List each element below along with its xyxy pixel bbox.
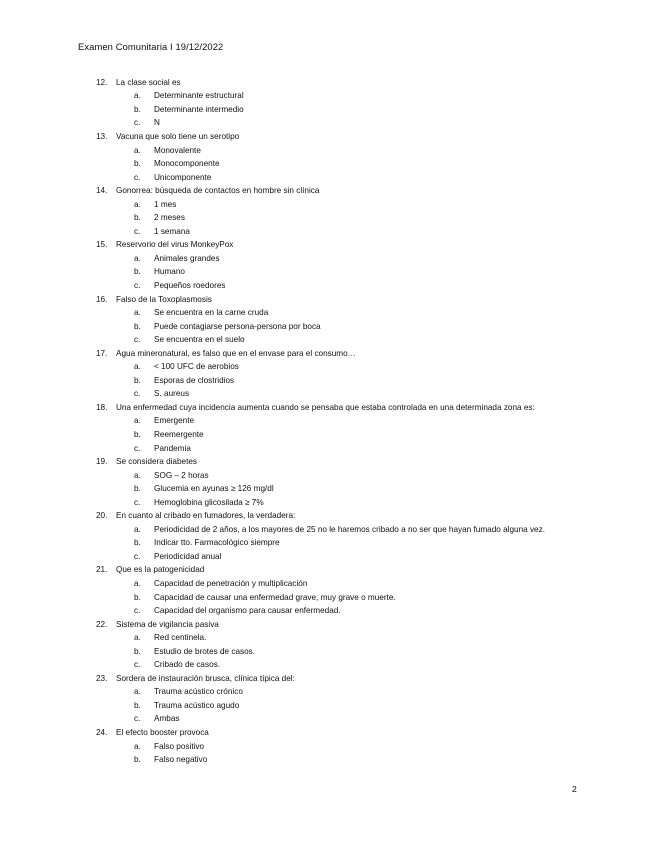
option-letter: a. (134, 524, 141, 534)
option-text: Esporas de clostridios (154, 375, 235, 385)
answer-option (96, 360, 636, 374)
question-text: El efecto booster provoca (116, 728, 209, 738)
answer-option (96, 333, 636, 347)
answer-option (96, 644, 636, 658)
option-letter: b. (134, 159, 141, 169)
answer-option (96, 739, 636, 753)
answer-option (96, 225, 636, 239)
question-number: 23. (96, 673, 108, 683)
option-text: Reemergente (154, 429, 204, 439)
option-letter: a. (134, 145, 141, 155)
option-letter: a. (134, 362, 141, 372)
option-letter: a. (134, 91, 141, 101)
option-letter: c. (134, 660, 141, 670)
option-text: 1 mes (154, 199, 177, 209)
answer-option (96, 441, 636, 455)
question-item (96, 509, 636, 523)
question-item (96, 238, 636, 252)
answer-option (96, 468, 636, 482)
question-number: 19. (96, 457, 108, 467)
option-letter: c. (134, 389, 141, 399)
option-letter: b. (134, 429, 141, 439)
question-text: Falso de la Toxoplasmosis (116, 294, 212, 304)
option-letter: a. (134, 253, 141, 263)
question-text: Sordera de instauración brusca, clínica típica del: (116, 673, 295, 683)
option-letter: b. (134, 700, 141, 710)
answer-option (96, 252, 636, 266)
option-text: Unicomponente (154, 172, 212, 182)
question-text: Sistema de vigilancia pasiva (116, 619, 219, 629)
question-item (96, 455, 636, 469)
answer-option (96, 482, 636, 496)
option-letter: c. (134, 172, 141, 182)
option-letter: b. (134, 646, 141, 656)
question-item (96, 726, 636, 740)
option-text: 1 semana (154, 226, 190, 236)
question-text: Se considera diabetes (116, 457, 198, 467)
option-letter: c. (134, 551, 141, 561)
option-letter: a. (134, 579, 141, 588)
option-letter: c. (134, 280, 141, 290)
answer-option (96, 265, 636, 279)
option-text: Monocomponente (154, 159, 220, 169)
option-text: Determinante intermedio (154, 104, 244, 114)
page-number: 2 (572, 784, 577, 794)
answer-option (96, 89, 636, 103)
question-number: 14. (96, 186, 108, 196)
answer-option (96, 699, 636, 713)
option-text: Trauma acústico agudo (154, 700, 240, 710)
option-text: Trauma acústico crónico (154, 687, 243, 697)
question-text: Reservorio del virus MonkeyPox (116, 240, 234, 250)
question-text: Agua mineronatural, es falso que en el envase para el consumo… (116, 348, 356, 358)
question-number: 12. (96, 77, 108, 87)
option-letter: a. (134, 741, 141, 751)
answer-option (96, 414, 636, 428)
answer-option (96, 577, 636, 591)
answer-option (96, 116, 636, 130)
page-header: Examen Comunitaria I 19/12/2022 (78, 41, 224, 52)
option-text: Capacidad del organismo para causar enfermedad. (154, 606, 341, 616)
answer-option (96, 428, 636, 442)
option-text: Animales grandes (154, 253, 220, 263)
option-text: Indicar tto. Farmacológico siempre (154, 538, 280, 548)
option-text: Pandemia (154, 443, 191, 453)
question-text: Que es la patogenicidad (116, 565, 205, 575)
option-letter: b. (134, 538, 141, 548)
question-item (96, 130, 636, 144)
question-number: 22. (96, 619, 108, 629)
option-letter: c. (134, 606, 141, 616)
option-text: Red centinela. (154, 633, 207, 643)
option-letter: b. (134, 104, 141, 114)
option-letter: c. (134, 497, 141, 507)
answer-option (96, 197, 636, 211)
option-text: Estudio de brotes de casos. (154, 646, 256, 656)
option-text: Determinante estructural (154, 91, 244, 101)
option-text: Se encuentra en el suelo (154, 335, 245, 345)
option-letter: c. (134, 226, 141, 236)
answer-option (96, 103, 636, 117)
option-letter: b. (134, 484, 141, 494)
answer-option (96, 753, 636, 767)
option-text: Periodicidad de 2 años, a los mayores de 25 no le haremos cribado a no ser que hayan fumado alguna vez. (154, 524, 545, 534)
option-letter: a. (134, 633, 141, 643)
option-text: S. aureus (154, 389, 190, 399)
option-letter: a. (134, 687, 141, 697)
option-letter: c. (134, 118, 141, 128)
answer-option (96, 374, 636, 388)
question-item (96, 292, 636, 306)
answer-option (96, 523, 636, 537)
question-number: 13. (96, 131, 108, 141)
question-number: 24. (96, 728, 108, 738)
option-letter: a. (134, 199, 141, 209)
option-letter: a. (134, 470, 141, 480)
answer-option (96, 550, 636, 564)
option-text: Monovalente (154, 145, 201, 155)
answer-option (96, 319, 636, 333)
question-number: 20. (96, 511, 108, 521)
question-item (96, 184, 636, 198)
option-letter: b. (134, 755, 141, 765)
question-item (96, 401, 636, 415)
answer-option (96, 495, 636, 509)
option-text: Capacidad de penetración y multiplicación (154, 579, 308, 588)
option-letter: b. (134, 213, 141, 223)
option-letter: a. (134, 308, 141, 318)
option-text: SOG – 2 horas (154, 470, 209, 480)
answer-option (96, 279, 636, 293)
option-text: Pequeños roedores (154, 280, 226, 290)
option-letter: c. (134, 335, 141, 345)
question-text: Gonorrea: búsqueda de contactos en hombre sin clínica (116, 186, 320, 196)
question-text: La clase social es (116, 77, 181, 87)
answer-option (96, 211, 636, 225)
option-text: Falso negativo (154, 755, 208, 765)
question-list (96, 76, 636, 767)
option-text: Ambas (154, 714, 180, 724)
answer-option (96, 685, 636, 699)
answer-option (96, 604, 636, 618)
question-number: 17. (96, 348, 108, 358)
option-letter: b. (134, 592, 141, 602)
option-text: Emergente (154, 416, 195, 426)
question-text: Vacuna que solo tiene un serotipo (116, 131, 240, 141)
question-number: 16. (96, 294, 108, 304)
question-item (96, 672, 636, 686)
option-text: Periodicidad anual (154, 551, 222, 561)
option-text: Se encuentra en la carne cruda (154, 308, 269, 318)
option-letter: b. (134, 321, 141, 331)
answer-option (96, 143, 636, 157)
question-number: 15. (96, 240, 108, 250)
answer-option (96, 536, 636, 550)
answer-option (96, 306, 636, 320)
question-text: Una enfermedad cuya incidencia aumenta cuando se pensaba que estaba controlada en una determinada zona es: (116, 402, 535, 412)
option-text: 2 meses (154, 213, 185, 223)
answer-option (96, 170, 636, 184)
question-number: 18. (96, 402, 108, 412)
option-letter: b. (134, 267, 141, 277)
option-text: < 100 UFC de aerobios (154, 362, 239, 372)
answer-option (96, 590, 636, 604)
answer-option (96, 712, 636, 726)
question-item (96, 563, 636, 577)
question-item (96, 617, 636, 631)
option-text: Cribado de casos. (154, 660, 220, 670)
option-letter: b. (134, 375, 141, 385)
answer-option (96, 658, 636, 672)
option-text: Puede contagiarse persona-persona por boca (154, 321, 321, 331)
question-item (96, 76, 636, 90)
option-text: Capacidad de causar una enfermedad grave, muy grave o muerte. (154, 592, 396, 602)
answer-option (96, 387, 636, 401)
answer-option (96, 631, 636, 645)
question-number: 21. (96, 565, 108, 575)
option-text: Glucemia en ayunas ≥ 126 mg/dl (154, 484, 274, 494)
question-text: En cuanto al cribado en fumadores, la verdadera: (116, 511, 296, 521)
option-letter: a. (134, 416, 141, 426)
answer-option (96, 157, 636, 171)
option-text: Humano (154, 267, 185, 277)
option-text: N (154, 118, 160, 128)
question-item (96, 346, 636, 360)
option-text: Falso positivo (154, 741, 205, 751)
option-letter: c. (134, 714, 141, 724)
option-text: Hemoglobina glicosilada ≥ 7% (154, 497, 264, 507)
option-letter: c. (134, 443, 141, 453)
